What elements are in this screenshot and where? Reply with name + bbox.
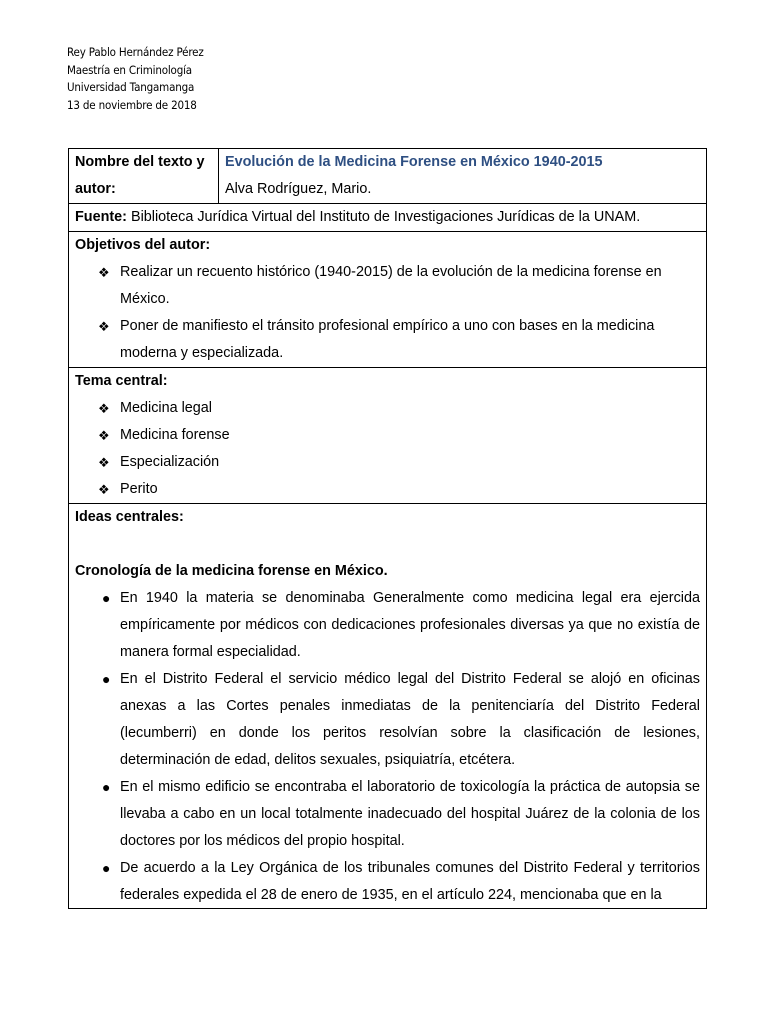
diamond-bullet-icon: ❖	[98, 428, 110, 443]
list-item: ● En el Distrito Federal el servicio médico legal del Distrito Federal se alojó en oficinas anexas a las Cortes penales inmediatas de la penitenciaría del Distrito Federal (lecumberri) en donde los peritos resolvían sobre la clasificación de lesiones, determinación de edad, delitos sexuales, psiquiatría, etcétera.	[75, 666, 700, 774]
list-item: ❖ Perito	[75, 476, 700, 503]
list-item: ❖ Realizar un recuento histórico (1940-2015) de la evolución de la medicina forense en México.	[75, 259, 700, 313]
diamond-bullet-icon: ❖	[98, 401, 110, 416]
objectives-cell	[69, 232, 707, 368]
ideas-cell	[69, 504, 707, 909]
program-name: Maestría en Criminología	[67, 62, 192, 77]
text-title: Evolución de la Medicina Forense en México 1940-2015	[225, 154, 603, 170]
list-item: ● De acuerdo a la Ley Orgánica de los tribunales comunes del Distrito Federal y territorios federales expedida el 28 de enero de 1935, en el artículo 224, mencionaba que en la	[75, 855, 700, 908]
ideas-list	[75, 585, 700, 908]
objectives-row	[69, 232, 707, 368]
name-label: Nombre del texto y autor:	[75, 154, 205, 197]
list-item: ● En el mismo edificio se encontraba el laboratorio de toxicología la práctica de autopsia se llevaba a cabo en un local totalmente inadecuado del hospital Juárez de la colonia de los doctores por los médicos del propio hospital.	[75, 774, 700, 855]
document-header	[67, 44, 204, 114]
document-date: 13 de noviembre de 2018	[67, 97, 197, 112]
author-name: Rey Pablo Hernández Pérez	[67, 45, 204, 59]
diamond-bullet-icon: ❖	[98, 455, 110, 470]
list-item: ❖ Medicina legal	[75, 395, 700, 422]
theme-cell	[69, 368, 707, 504]
university-name: Universidad Tangamanga	[67, 80, 195, 94]
themes-list	[75, 395, 700, 503]
objectives-list	[75, 259, 700, 367]
list-item: ❖ Especialización	[75, 449, 700, 476]
text-author: Alva Rodríguez, Mario.	[225, 181, 372, 197]
dot-bullet-icon: ●	[102, 590, 111, 606]
dot-bullet-icon: ●	[102, 779, 111, 795]
source-cell	[69, 204, 707, 232]
dot-bullet-icon: ●	[102, 671, 111, 687]
review-table	[68, 148, 707, 909]
name-label-cell	[69, 149, 219, 204]
source-label: Fuente:	[75, 209, 127, 225]
list-item: ❖ Medicina forense	[75, 422, 700, 449]
ideas-label: Ideas centrales:	[75, 509, 184, 525]
list-item: ❖ Poner de manifiesto el tránsito profesional empírico a uno con bases en la medicina moderna y especializada.	[75, 313, 700, 367]
diamond-bullet-icon: ❖	[98, 319, 110, 334]
ideas-row	[69, 504, 707, 909]
theme-label: Tema central:	[75, 373, 168, 389]
source-row	[69, 204, 707, 232]
diamond-bullet-icon: ❖	[98, 265, 110, 280]
ideas-content	[75, 504, 700, 908]
title-row	[69, 149, 707, 204]
source-value: Biblioteca Jurídica Virtual del Instituto de Investigaciones Jurídicas de la UNAM.	[130, 209, 641, 225]
list-item: ● En 1940 la materia se denominaba Generalmente como medicina legal era ejercida empíricamente por médicos con dedicaciones profesionales diversas ya que no existía de manera formal especialidad.	[75, 585, 700, 666]
diamond-bullet-icon: ❖	[98, 482, 110, 497]
theme-row	[69, 368, 707, 504]
chronology-title: Cronología de la medicina forense en México.	[75, 563, 388, 579]
objectives-label: Objetivos del autor:	[75, 237, 211, 253]
spacer	[75, 531, 700, 558]
dot-bullet-icon: ●	[102, 860, 111, 876]
title-cell	[219, 149, 707, 204]
